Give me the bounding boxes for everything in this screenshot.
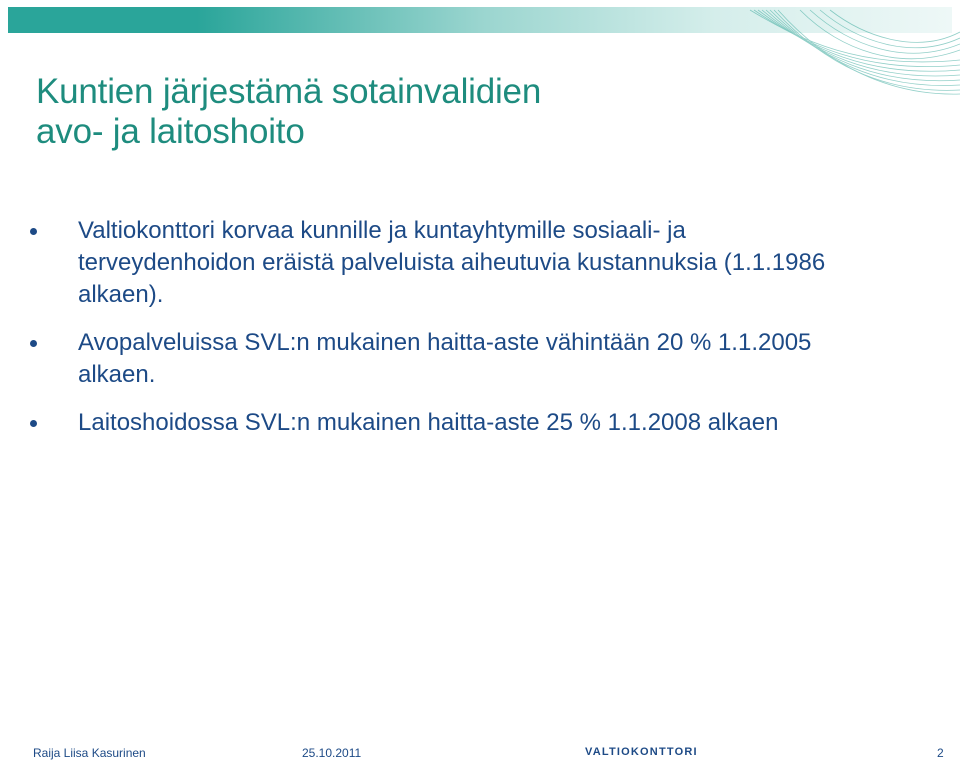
slide-title-line2: avo- ja laitoshoito bbox=[36, 112, 305, 151]
bullet-text: Laitoshoidossa SVL:n mukainen haitta-aste 25 % 1.1.2008 alkaen bbox=[78, 409, 779, 436]
footer-logo: VALTIOKONTTORI bbox=[585, 746, 698, 758]
slide-title bbox=[36, 72, 541, 152]
footer bbox=[0, 744, 960, 764]
bullet-item bbox=[30, 215, 830, 311]
bullet-item bbox=[30, 327, 830, 391]
bullet-list bbox=[30, 215, 830, 455]
slide-title-line1: Kuntien järjestämä sotainvalidien bbox=[36, 72, 542, 111]
bullet-dot-icon bbox=[30, 340, 37, 347]
footer-date: 25.10.2011 bbox=[302, 746, 362, 760]
bullet-dot-icon bbox=[30, 228, 37, 235]
bullet-item bbox=[30, 407, 830, 439]
page-number: 2 bbox=[937, 746, 944, 760]
bullet-text: Avopalveluissa SVL:n mukainen haitta-aste vähintään 20 % 1.1.2005 alkaen. bbox=[78, 329, 812, 388]
bullet-text: Valtiokonttori korvaa kunnille ja kuntayhtymille sosiaali- ja terveydenhoidon eräistä palveluista aiheutuvia kustannuksia (1.1.1986 alkaen). bbox=[78, 217, 826, 308]
bullet-dot-icon bbox=[30, 420, 37, 427]
wave-lines-icon bbox=[740, 0, 960, 110]
footer-author: Raija Liisa Kasurinen bbox=[33, 746, 146, 760]
